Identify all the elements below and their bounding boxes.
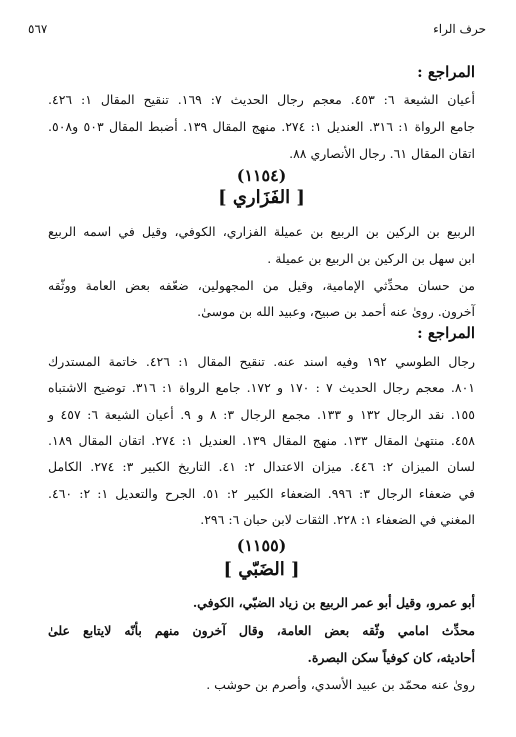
entry-body-line: محدِّث امامي وثّقه بعض العامة، وقال آخرون منهم بأنّه لايتابع علىٰ bbox=[48, 623, 475, 638]
ref-line: ٨٠١. معجم رجال الحديث ٧ : ١٧٠ و ١٧٢. جامع الرواة ١: ٣١٦. توضيح الاشتباه bbox=[48, 380, 476, 395]
page-number: ٥٦٧ bbox=[28, 22, 48, 36]
ref-line: ٤٥٨. منتهىٰ المقال ١٣٣. منهج المقال ١٣٩. العنديل ١: ٢٧٤. اتقان المقال ١٨٩. bbox=[48, 433, 475, 448]
ref-line: المغني في الضعفاء ١: ٢٢٨. الثقات لابن حبان ٦: ٢٩٦. bbox=[200, 512, 475, 527]
entry-name: [ الضَبّي ] bbox=[223, 559, 300, 580]
entry-body-line: من حسان محدِّثي الإمامية، وقيل من المجهولين، ضعّفه بعض العامة ووثّقه bbox=[48, 278, 475, 293]
entry-body-line: الربيع بن الركين بن الربيع بن عميلة الفزاري، الكوفي، وقيل في اسمه الربيع bbox=[48, 224, 475, 239]
entry-body-line: أبو عمرو، وقيل أبو عمر الربيع بن زياد الضبّي، الكوفي. bbox=[192, 595, 475, 610]
refs-heading: المراجع : bbox=[417, 324, 475, 342]
entry-body-line: أحاديثه، كان كوفياً سكن البصرة. bbox=[307, 650, 475, 665]
chapter-title: حرف الراء bbox=[433, 22, 486, 36]
ref-line: في ضعفاء الرجال ٣: ٩٩٦. الضعفاء الكبير ٢: ٥١. الجرح والتعديل ١: ٢: ٤٦٠. bbox=[48, 486, 476, 501]
entry-name: [ الفَزَاري ] bbox=[218, 187, 305, 208]
ref-line: أعيان الشيعة ٦: ٤٥٣. معجم رجال الحديث ٧: ١٦٩. تنقيح المقال ١: ٤٢٦. bbox=[48, 92, 476, 107]
entry-body-line: آخرون. روىٰ عنه أحمد بن صبيح، وعبيد الله بن موسىٰ. bbox=[197, 304, 475, 319]
refs-heading-prev: المراجع : bbox=[417, 63, 475, 81]
entry-number: (١١٥٤) bbox=[236, 166, 287, 185]
ref-line: لسان الميزان ٢: ٤٤٦. ميزان الاعتدال ٢: ٤١. التاريخ الكبير ٣: ٢٧٤. الكامل bbox=[48, 459, 476, 474]
ref-line: رجال الطوسي ١٩٢ وفيه اسند عنه. تنقيح المقال ١: ٤٢٦. خاتمة المستدرك bbox=[48, 354, 475, 369]
entry-body-line: ابن سهل بن الركين بن الربيع بن عميلة . bbox=[267, 251, 475, 266]
entry-body-line: روىٰ عنه محمّد بن عبيد الأسدي، وأصرم بن حوشب . bbox=[206, 677, 475, 692]
ref-line: اتقان المقال ٦١. رجال الأنصاري ٨٨. bbox=[289, 146, 475, 161]
entry-number: (١١٥٥) bbox=[236, 536, 287, 555]
ref-line: ١٥٥. نقد الرجال ١٣٢ و ١٣٣. مجمع الرجال ٣: ٨ و ٩. أعيان الشيعة ٦: ٤٥٧ و bbox=[48, 407, 475, 422]
ref-line: جامع الرواة ١: ٣١٦. العنديل ١: ٢٧٤. منهج المقال ١٣٩. أضبط المقال ٥٠٣ و٥٠٨. bbox=[48, 119, 476, 134]
